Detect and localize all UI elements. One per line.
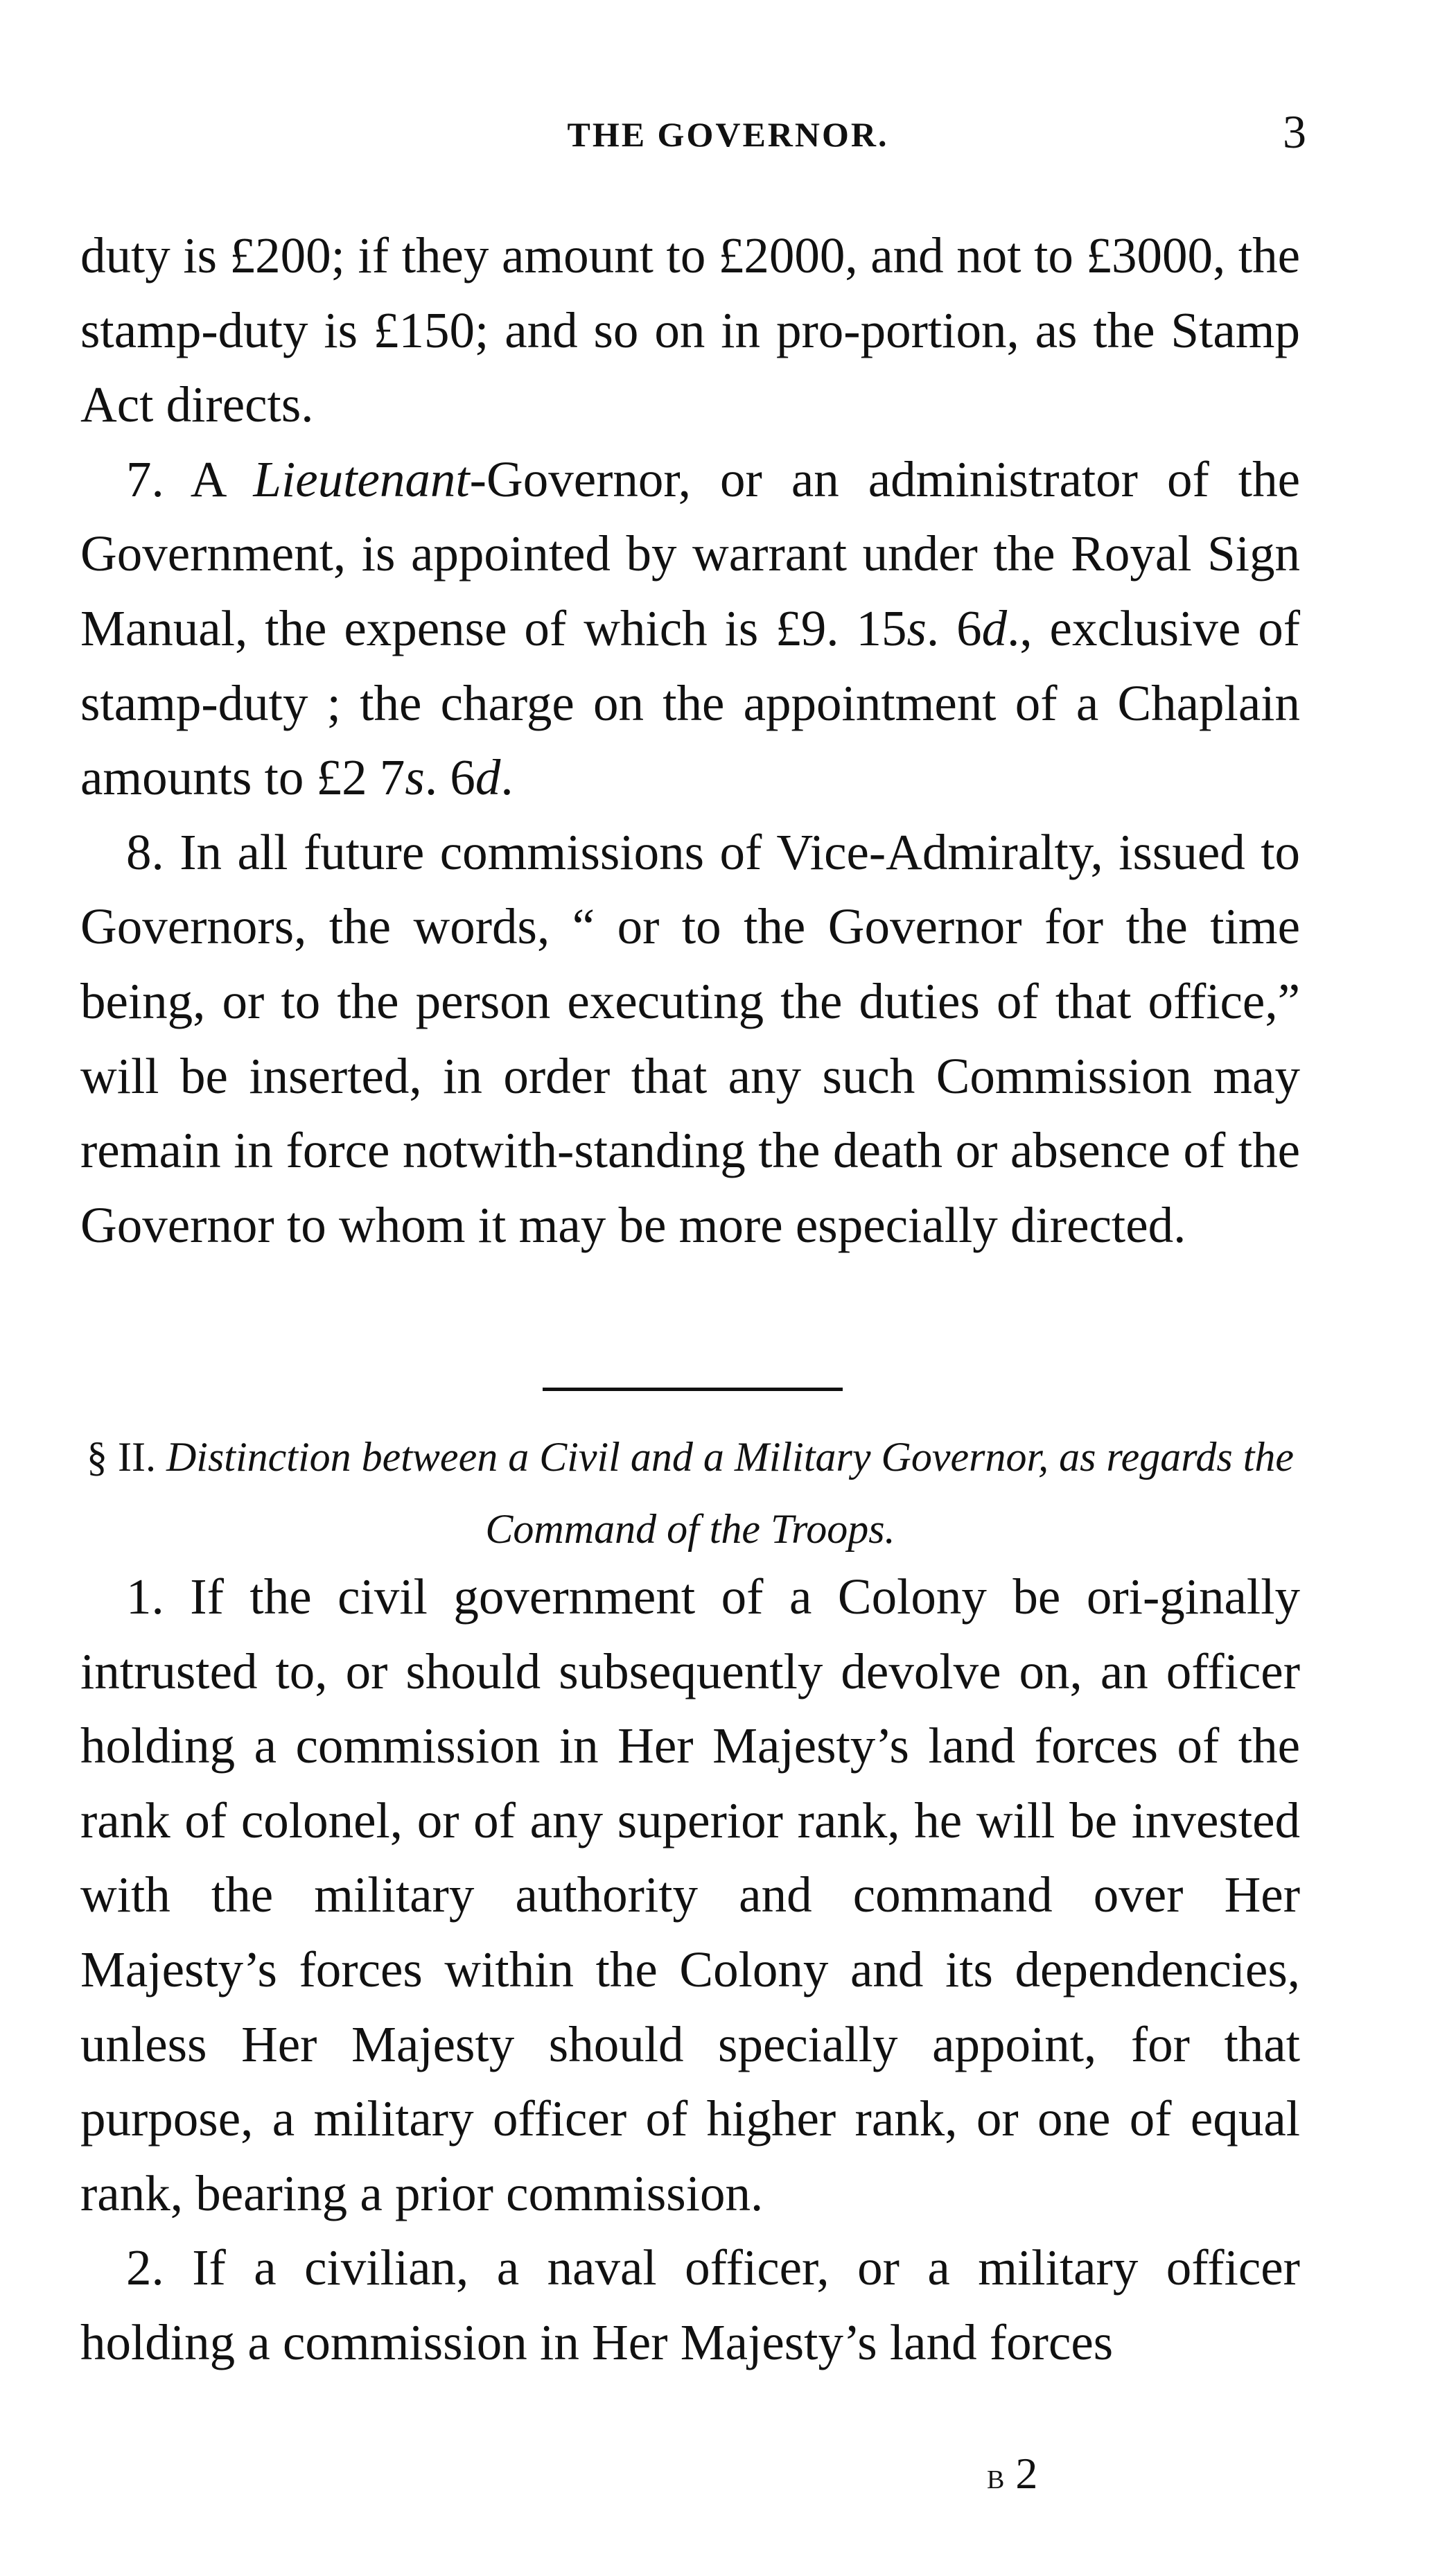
text-block-bottom	[80, 1559, 1300, 2380]
signature-letter: b	[987, 2455, 1005, 2497]
section-number: § II.	[86, 1434, 156, 1480]
section-title: Distinction between a Civil and a Military Governor, as regards the Command of the Troops.	[166, 1434, 1295, 1552]
paragraph-7: 7. A Lieutenant-Governor, or an administrator of the Government, is appointed by warrant under the Royal Sign Manual, the expense of which is £9. 15s. 6d., exclusive of stamp-duty ; the charge on the appointment of a Chaplain amounts to £2 7s. 6d.	[80, 451, 1301, 806]
paragraph-continued: duty is £200; if they amount to £2000, and not to £3000, the stamp-duty is £150; and so on in pro-portion, as the Stamp Act directs.	[80, 227, 1300, 433]
running-head	[0, 105, 1456, 170]
section-divider-rule	[543, 1388, 843, 1391]
running-title: THE GOVERNOR.	[567, 115, 889, 154]
text-block-top	[80, 218, 1300, 1262]
page-number: 3	[1283, 105, 1306, 158]
paragraph-2: 2. If a civilian, a naval officer, or a military officer holding a commission in Her Majesty’s land forces	[80, 2239, 1300, 2370]
section-heading	[80, 1421, 1300, 1565]
paragraph-1: 1. If the civil government of a Colony be ori-ginally intrusted to, or should subsequently devolve on, an officer holding a commission in Her Majesty’s land forces of the rank of colonel, or of any superior rank, he will be invested with the military authority and command over Her Majesty’s forces within the Colony and its dependencies, unless Her Majesty should specially appoint, for that purpose, a military officer of higher rank, or one of equal rank, bearing a prior commission.	[80, 1568, 1300, 2221]
signature-mark	[987, 2448, 1037, 2499]
signature-number: 2	[1015, 2449, 1038, 2498]
paragraph-8: 8. In all future commissions of Vice-Admiralty, issued to Governors, the words, “ or to the Governor for the time being, or to the person executing the duties of that office,” will be inserted, in order that any such Commission may remain in force notwith-standing the death or absence of the Governor to whom it may be more especially directed.	[80, 823, 1300, 1253]
italic-lieutenant: Lieutenant	[253, 451, 470, 507]
